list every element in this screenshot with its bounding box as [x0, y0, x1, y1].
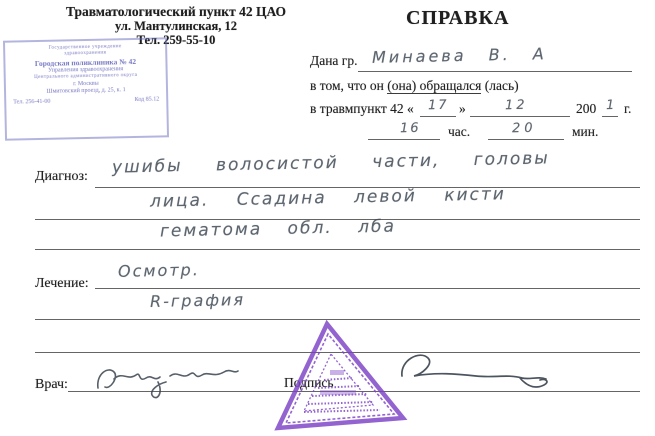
- treatment-label: Лечение:: [35, 276, 89, 291]
- year-handwriting: 1: [605, 97, 615, 114]
- month-handwriting: 12: [504, 97, 528, 114]
- statement-line: [310, 78, 519, 94]
- hours-label: час.: [448, 124, 471, 139]
- month-line: [470, 116, 570, 117]
- stamp-line: Государственное учреждение: [48, 44, 122, 51]
- statement-underlined: (она) обращался: [387, 78, 482, 93]
- treatment-line-1: [95, 288, 640, 289]
- stamp-phone: Тел. 256-41-00: [13, 98, 51, 106]
- diagnosis-handwriting-3: гематома обл. лба: [159, 216, 397, 242]
- given-to-label: Дана гр.: [310, 53, 358, 68]
- year-suffix: г.: [624, 101, 632, 116]
- clinic-phone: Тел. 259-55-10: [136, 33, 216, 47]
- stamp-address: Шмитовский проезд, д. 25, к. 1: [46, 87, 126, 95]
- visit-prefix: в травмпункт 42 «: [310, 101, 414, 116]
- stamp-code: Код 85.12: [134, 96, 160, 103]
- statement-head: в том, что он: [310, 78, 388, 93]
- day-handwriting: 17: [427, 97, 449, 114]
- quote-close: »: [459, 101, 466, 116]
- stamp-clinic-number: Городская поликлиника № 42: [34, 56, 137, 68]
- stamp-line: Управления здравоохранения: [48, 66, 124, 74]
- stamp-line: Центрального административного округа: [34, 73, 138, 81]
- clinic-name: Травматологический пункт 42 ЦАО: [65, 4, 287, 19]
- stamp-city: г. Москвы: [73, 80, 99, 87]
- year-line: [602, 116, 618, 117]
- doctor-signature: [92, 362, 242, 404]
- treatment-handwriting-2: R-графия: [149, 290, 246, 311]
- patient-or-official-signature: [392, 348, 562, 400]
- year-prefix: 200: [576, 101, 597, 116]
- patient-name-handwriting: Минаева В. А: [371, 44, 547, 67]
- stamp-line: здравоохранения: [64, 50, 107, 57]
- document-title: СПРАВКА: [406, 7, 510, 29]
- day-line: [420, 116, 456, 117]
- minutes-handwriting: 20: [511, 120, 537, 137]
- signature-label: Подпись: [284, 375, 334, 390]
- minutes-line: [488, 139, 564, 140]
- clinic-address: ул. Мантулинская, 12: [114, 19, 238, 33]
- clinic-rect-stamp: [3, 37, 169, 140]
- minutes-label: мин.: [572, 124, 599, 139]
- statement-tail: (лась): [481, 78, 519, 93]
- hours-line: [368, 139, 440, 140]
- name-line: [358, 71, 632, 72]
- diagnosis-handwriting-2: лица. Ссадина левой кисти: [149, 184, 507, 212]
- hours-handwriting: 16: [399, 120, 421, 137]
- doctor-label: Врач:: [35, 377, 68, 392]
- diagnosis-line-3: [35, 249, 640, 250]
- treatment-handwriting-1: Осмотр.: [117, 260, 201, 281]
- diagnosis-label: Диагноз:: [35, 169, 88, 184]
- diagnosis-handwriting-1: ушибы волосистой части, головы: [111, 148, 550, 178]
